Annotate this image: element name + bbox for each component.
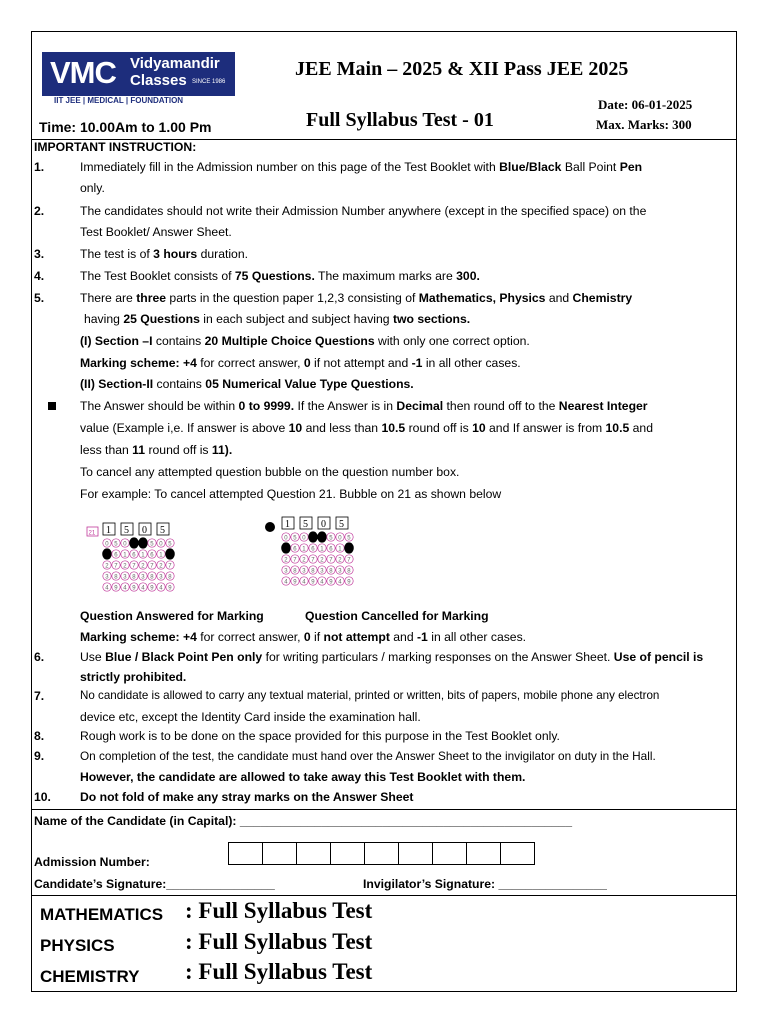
instruction-1-line2: only. (80, 181, 105, 195)
instruction-number: 6. (34, 650, 45, 664)
bubble-digit: 0 (159, 541, 163, 548)
omr-cancelled-example (264, 515, 364, 600)
filled-bubble (317, 531, 327, 542)
filled-bubble (281, 542, 291, 553)
admission-number-boxes[interactable] (229, 842, 535, 865)
bubble-digit: 0 (338, 535, 342, 542)
bubble-digit: 5 (293, 535, 297, 542)
bubble-digit: 6 (311, 546, 315, 553)
question-cancel-bubble (265, 522, 275, 532)
instruction-2-line2: Test Booklet/ Answer Sheet. (80, 225, 232, 239)
candidate-signature-label: Candidate’s Signature: (34, 877, 167, 891)
bubble-digit: 7 (311, 557, 315, 564)
admission-digit-box[interactable] (296, 842, 331, 865)
instruction-6-line1: Use Blue / Black Point Pen only for writing particulars / marking responses on the Answer Sheet. Use of pencil is (80, 650, 704, 664)
bubble-digit: 7 (132, 563, 136, 570)
exam-date: Date: 06-01-2025 (598, 97, 693, 112)
candidate-signature-line: ________________ (166, 877, 275, 891)
instruction-7-line2: device etc, except the Identity Card inside the examination hall. (80, 710, 421, 724)
bubble-digit: 6 (132, 552, 136, 559)
bubble-digit: 1 (302, 546, 306, 553)
bubble-digit: 8 (168, 574, 172, 581)
bubble-digit: 5 (168, 541, 172, 548)
instruction-number: 5. (34, 291, 45, 305)
instruction-number: 7. (34, 689, 45, 703)
bubble-digit: 6 (293, 546, 297, 553)
instruction-number: 8. (34, 729, 45, 743)
logo-since: SINCE 1986 (192, 79, 226, 85)
subject-value: : Full Syllabus Test (185, 898, 373, 923)
caption-cancelled: Question Cancelled for Marking (305, 609, 489, 623)
omr-answered-example (85, 518, 185, 600)
instruction-number: 4. (34, 269, 45, 283)
instruction-9-line1: On completion of the test, the candidate must hand over the Answer Sheet to the invigilator on duty in the Hall. (80, 749, 656, 763)
bubble-digit: 1 (320, 546, 324, 553)
logo-main: VMC (50, 55, 116, 90)
admission-digit-box[interactable] (228, 842, 263, 865)
filled-bubble (129, 537, 139, 548)
subject-value: : Full Syllabus Test (185, 959, 373, 984)
admission-digit-box[interactable] (364, 842, 399, 865)
bubble-digit: 4 (141, 585, 145, 592)
bubble-digit: 8 (132, 574, 136, 581)
instruction-5-line1: There are three parts in the question paper 1,2,3 consisting of Mathematics, Physics and Chemistry (80, 291, 633, 305)
bubble-digit: 3 (320, 568, 324, 575)
instruction-number: 3. (34, 247, 45, 261)
bubble-digit: 7 (347, 557, 351, 564)
filled-bubble (138, 537, 148, 548)
bubble-digit: 4 (320, 579, 324, 586)
bubble-digit: 9 (311, 579, 315, 586)
admission-number-label: Admission Number: (34, 855, 150, 869)
question-number: 21 (88, 530, 96, 537)
test-name: Full Syllabus Test - 01 (306, 109, 494, 131)
instruction-5-line2: having 25 Questions in each subject and subject having two sections. (84, 312, 471, 326)
logo-line2: Classes (130, 72, 187, 89)
admission-digit-box[interactable] (500, 842, 535, 865)
bubble-digit: 6 (150, 552, 154, 559)
bubble-digit: 3 (302, 568, 306, 575)
bubble-digit: 4 (105, 585, 109, 592)
digit-value: 5 (339, 519, 344, 530)
bubble-digit: 5 (150, 541, 154, 548)
bubble-digit: 3 (123, 574, 127, 581)
bubble-digit: 2 (123, 563, 127, 570)
bubble-digit: 2 (302, 557, 306, 564)
bubble-digit: 3 (338, 568, 342, 575)
instruction-5-example: value (Example i,e. If answer is above 10 and less than 10.5 round off is 10 and If answer is from 10.5 and (80, 421, 653, 435)
bubble-digit: 0 (302, 535, 306, 542)
instruction-5-marking: Marking scheme: +4 for correct answer, 0 if not attempt and -1 in all other cases. (80, 356, 521, 370)
digit-value: 1 (106, 525, 111, 536)
bubble-digit: 0 (105, 541, 109, 548)
bubble-digit: 7 (293, 557, 297, 564)
digit-value: 5 (303, 519, 308, 530)
bubble-digit: 2 (105, 563, 109, 570)
bubble-digit: 2 (141, 563, 145, 570)
bubble-digit: 1 (159, 552, 163, 559)
subject-value: : Full Syllabus Test (185, 929, 373, 954)
instruction-2-line1: The candidates should not write their Admission Number anywhere (except in the specified space) on the (80, 204, 647, 218)
bubble-digit: 7 (168, 563, 172, 570)
admission-digit-box[interactable] (398, 842, 433, 865)
max-marks: Max. Marks: 300 (596, 117, 692, 132)
filled-bubble (308, 531, 318, 542)
bullet-square-icon (48, 402, 56, 410)
instruction-5-section1: (I) Section –I contains 20 Multiple Choice Questions with only one correct option. (80, 334, 530, 348)
bubble-digit: 8 (347, 568, 351, 575)
bubble-digit: 5 (329, 535, 333, 542)
bubble-digit: 9 (132, 585, 136, 592)
logo-line1: Vidyamandir (130, 55, 220, 72)
bubble-digit: 8 (114, 574, 118, 581)
vmc-logo (42, 52, 235, 96)
bubble-digit: 3 (284, 568, 288, 575)
bubble-digit: 9 (150, 585, 154, 592)
bubble-digit: 8 (293, 568, 297, 575)
bubble-digit: 2 (159, 563, 163, 570)
digit-value: 0 (321, 519, 326, 530)
candidate-name-label: Name of the Candidate (in Capital): (34, 814, 240, 828)
candidate-name-line: _________________________________________________ (239, 814, 572, 828)
bubble-digit: 3 (105, 574, 109, 581)
subject-name: MATHEMATICS (40, 905, 164, 924)
instruction-6-line2: strictly prohibited. (80, 670, 187, 684)
instruction-4: The Test Booklet consists of 75 Questions. The maximum marks are 300. (80, 269, 480, 283)
admission-digit-box[interactable] (466, 842, 501, 865)
bubble-digit: 4 (159, 585, 163, 592)
candidate-signature-field[interactable] (34, 876, 275, 892)
invigilator-signature-label: Invigilator’s Signature: (363, 877, 499, 891)
bubble-digit: 2 (320, 557, 324, 564)
bubble-digit: 3 (141, 574, 145, 581)
bubble-digit: 9 (347, 579, 351, 586)
instruction-1-line1: Immediately fill in the Admission number on this page of the Test Booklet with Blue/Black Ball Point Pen (80, 160, 643, 174)
digit-value: 5 (160, 525, 165, 536)
bubble-digit: 0 (284, 535, 288, 542)
bubble-digit: 1 (141, 552, 145, 559)
invigilator-signature-line: ________________ (498, 877, 607, 891)
bubble-digit: 9 (114, 585, 118, 592)
admission-digit-box[interactable] (330, 842, 365, 865)
bubble-digit: 3 (159, 574, 163, 581)
bubble-digit: 2 (284, 557, 288, 564)
bubble-digit: 9 (168, 585, 172, 592)
bubble-digit: 8 (329, 568, 333, 575)
bubble-digit: 5 (347, 535, 351, 542)
instruction-8: Rough work is to be done on the space provided for this purpose in the Test Booklet only. (80, 729, 560, 743)
filled-bubble (165, 548, 175, 559)
bubble-digit: 1 (338, 546, 342, 553)
instruction-number: 1. (34, 160, 45, 174)
digit-value: 1 (285, 519, 290, 530)
subject-name: CHEMISTRY (40, 967, 140, 986)
bubble-digit: 2 (338, 557, 342, 564)
instruction-number: 9. (34, 749, 45, 763)
subject-name: PHYSICS (40, 936, 115, 955)
admission-digit-box[interactable] (432, 842, 467, 865)
bubble-digit: 8 (311, 568, 315, 575)
bubble-digit: 1 (123, 552, 127, 559)
logo-tagline: IIT JEE | MEDICAL | FOUNDATION (54, 96, 184, 105)
instruction-5-cancel: To cancel any attempted question bubble on the question number box. (80, 465, 460, 479)
instructions-heading: IMPORTANT INSTRUCTION: (34, 140, 197, 154)
instructions-divider (31, 809, 737, 810)
bubble-digit: 7 (114, 563, 118, 570)
invigilator-signature-field[interactable] (363, 876, 607, 892)
bubble-digit: 4 (338, 579, 342, 586)
instruction-10: Do not fold of make any stray marks on the Answer Sheet (80, 790, 414, 804)
candidate-divider (31, 895, 737, 896)
bubble-digit: 4 (302, 579, 306, 586)
instruction-3: The test is of 3 hours duration. (80, 247, 249, 261)
bubble-digit: 4 (284, 579, 288, 586)
digit-value: 5 (124, 525, 129, 536)
caption-answered: Question Answered for Marking (80, 609, 264, 623)
bubble-digit: 8 (150, 574, 154, 581)
instruction-9-line2: However, the candidate are allowed to take away this Test Booklet with them. (80, 770, 526, 784)
filled-bubble (102, 548, 112, 559)
candidate-name-field[interactable] (34, 813, 572, 829)
bubble-digit: 4 (123, 585, 127, 592)
admission-digit-box[interactable] (262, 842, 297, 865)
bubble-digit: 7 (150, 563, 154, 570)
instruction-5-cancel-example: For example: To cancel attempted Question 21. Bubble on 21 as shown below (80, 487, 502, 501)
instruction-5-marking-repeat: Marking scheme: +4 for correct answer, 0 if not attempt and -1 in all other cases. (80, 630, 527, 644)
instruction-number: 2. (34, 204, 45, 218)
bubble-digit: 5 (114, 541, 118, 548)
digit-value: 0 (142, 525, 147, 536)
bubble-digit: 6 (329, 546, 333, 553)
bubble-digit: 0 (123, 541, 127, 548)
bubble-digit: 9 (329, 579, 333, 586)
exam-title: JEE Main – 2025 & XII Pass JEE 2025 (295, 58, 629, 80)
instruction-7-line1: No candidate is allowed to carry any textual material, printed or written, bits of papers, mobile phone any electron (80, 689, 660, 702)
instruction-5-example-end: less than 11 round off is 11). (80, 443, 233, 457)
bubble-digit: 9 (293, 579, 297, 586)
exam-time: Time: 10.00Am to 1.00 Pm (39, 119, 212, 135)
instruction-5-section2: (II) Section-II contains 05 Numerical Value Type Questions. (80, 377, 414, 391)
instruction-number: 10. (34, 790, 51, 804)
instruction-5-range: The Answer should be within 0 to 9999. If the Answer is in Decimal then round off to the Nearest Integer (80, 399, 648, 413)
filled-bubble (344, 542, 354, 553)
bubble-digit: 7 (329, 557, 333, 564)
bubble-digit: 6 (114, 552, 118, 559)
